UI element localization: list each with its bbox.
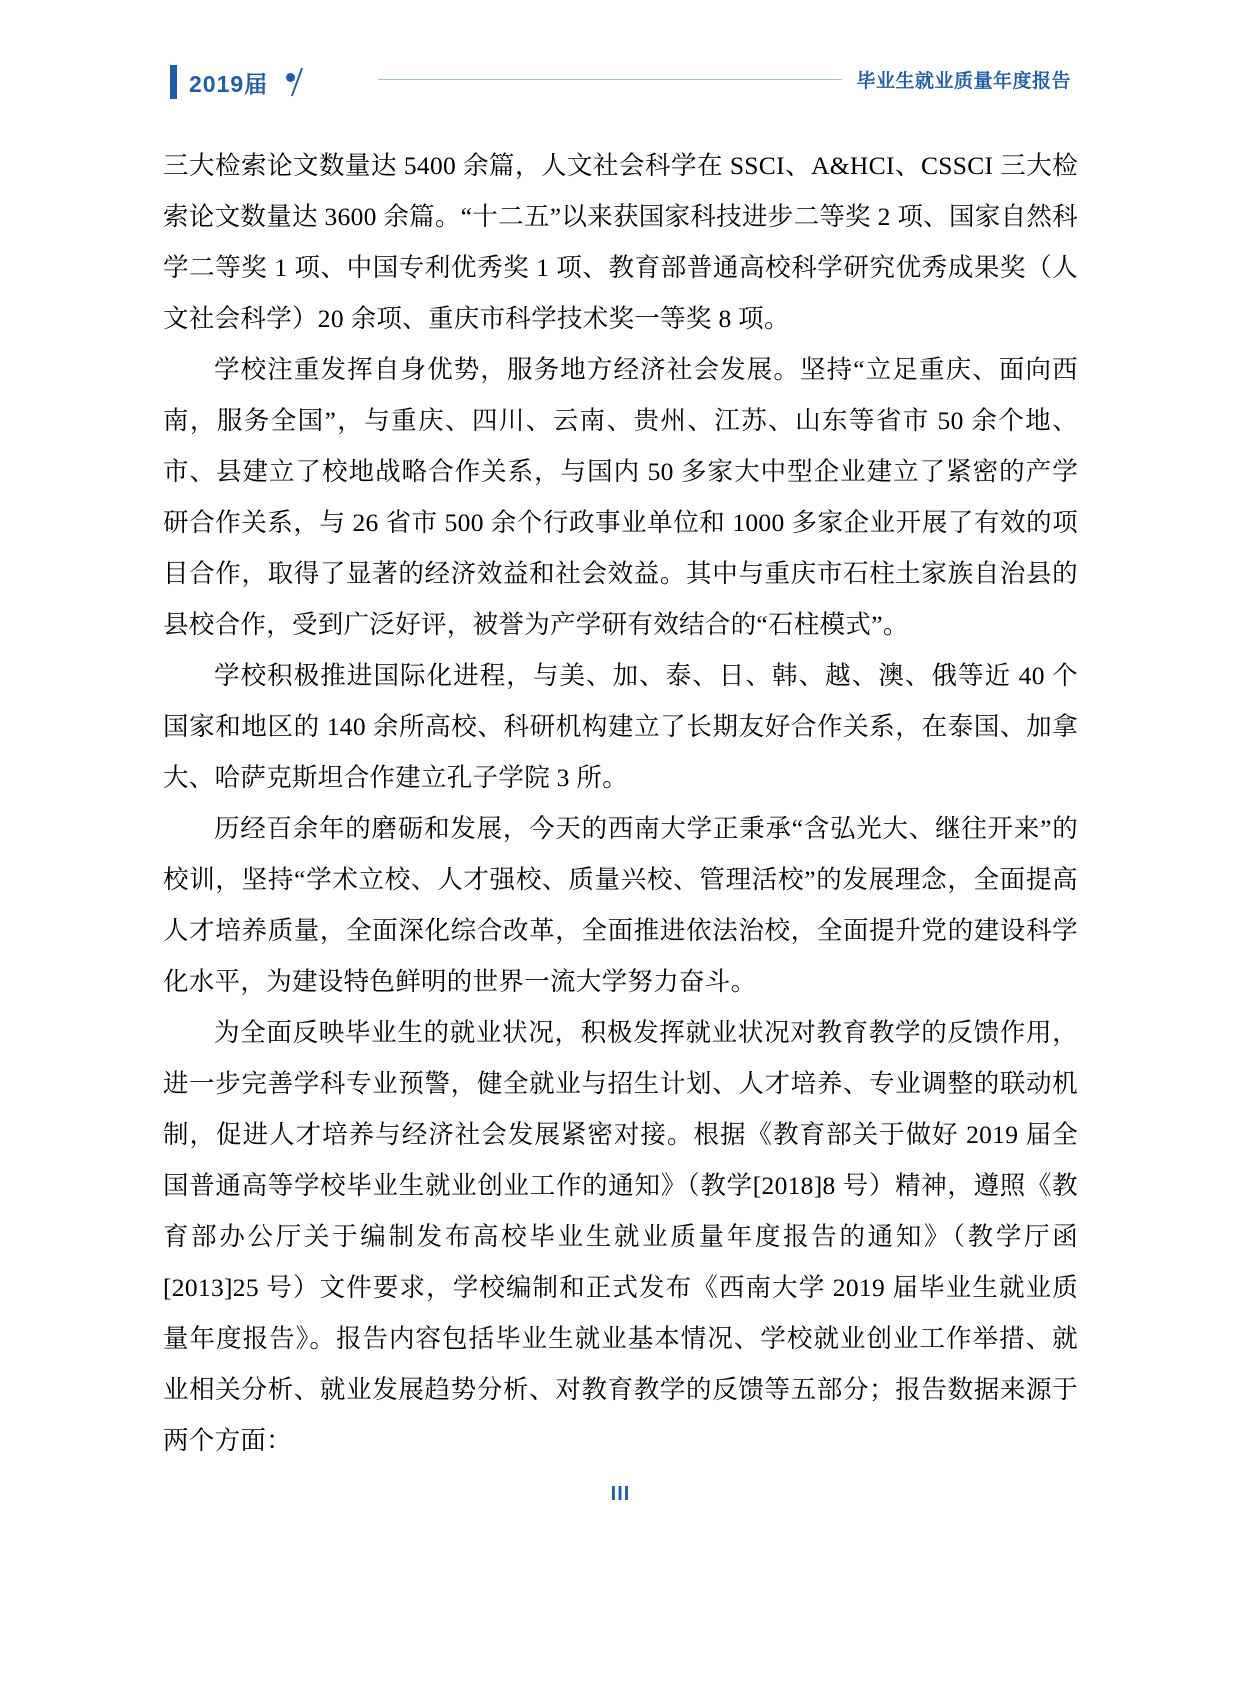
- paragraph-3: 学校积极推进国际化进程，与美、加、泰、日、韩、越、澳、俄等近 40 个国家和地区的 140 余所高校、科研机构建立了长期友好合作关系，在泰国、加拿大、哈萨克斯坦合作建立孔子学院 3 所。: [163, 661, 1078, 792]
- header-decoration-icon: [282, 65, 318, 99]
- header-brand: [170, 62, 318, 102]
- paragraph-4: 历经百余年的磨砺和发展，今天的西南大学正秉承“含弘光大、继往开来”的校训，坚持“学术立校、人才强校、质量兴校、管理活校”的发展理念，全面提高人才培养质量，全面深化综合改革，全面推进依法治校，全面提升党的建设科学化水平，为建设特色鲜明的世界一流大学努力奋斗。: [163, 814, 1078, 996]
- page-footer: [0, 1483, 1241, 1506]
- header-year-badge: 2019届: [189, 70, 269, 97]
- paragraph-1: 三大检索论文数量达 5400 余篇，人文社会科学在 SSCI、A&HCI、CSSCI 三大检索论文数量达 3600 余篇。“十二五”以来获国家科技进步二等奖 2 项、国家自然科学二等奖 1 项、中国专利优秀奖 1 项、教育部普通高校科学研究优秀成果奖（人文社会科学）20 余项、重庆市科学技术奖一等奖 8 项。: [163, 151, 1078, 333]
- paragraph-2: 学校注重发挥自身优势，服务地方经济社会发展。坚持“立足重庆、面向西南，服务全国”，与重庆、四川、云南、贵州、江苏、山东等省市 50 余个地、市、县建立了校地战略合作关系，与国内 50 多家大中型企业建立了紧密的产学研合作关系，与 26 省市 500 余个行政事业单位和 1000 多家企业开展了有效的项目合作，取得了显著的经济效益和社会效益。其中与重庆市石柱土家族自治县的县校合作，受到广泛好评，被誉为产学研有效结合的“石柱模式”。: [163, 355, 1078, 639]
- page-header: [170, 62, 1071, 108]
- header-slash-icon: [291, 68, 303, 97]
- document-body: [163, 140, 1078, 1466]
- paragraph-5: 为全面反映毕业生的就业状况，积极发挥就业状况对教育教学的反馈作用，进一步完善学科专业预警，健全就业与招生计划、人才培养、专业调整的联动机制，促进人才培养与经济社会发展紧密对接。根据《教育部关于做好 2019 届全国普通高等学校毕业生就业创业工作的通知》（教学[2018]8 号）精神，遵照《教育部办公厅关于编制发布高校毕业生就业质量年度报告的通知》（教学厅函[2013]25 号）文件要求，学校编制和正式发布《西南大学 2019 届毕业生就业质量年度报告》。报告内容包括毕业生就业基本情况、学校就业创业工作举措、就业相关分析、就业发展趋势分析、对教育教学的反馈等五部分；报告数据来源于两个方面：: [163, 1018, 1078, 1455]
- header-title: 毕业生就业质量年度报告: [842, 66, 1071, 93]
- header-accent-bar: [170, 65, 177, 99]
- page-number: III: [610, 1483, 631, 1505]
- header-dot-icon: [286, 73, 295, 82]
